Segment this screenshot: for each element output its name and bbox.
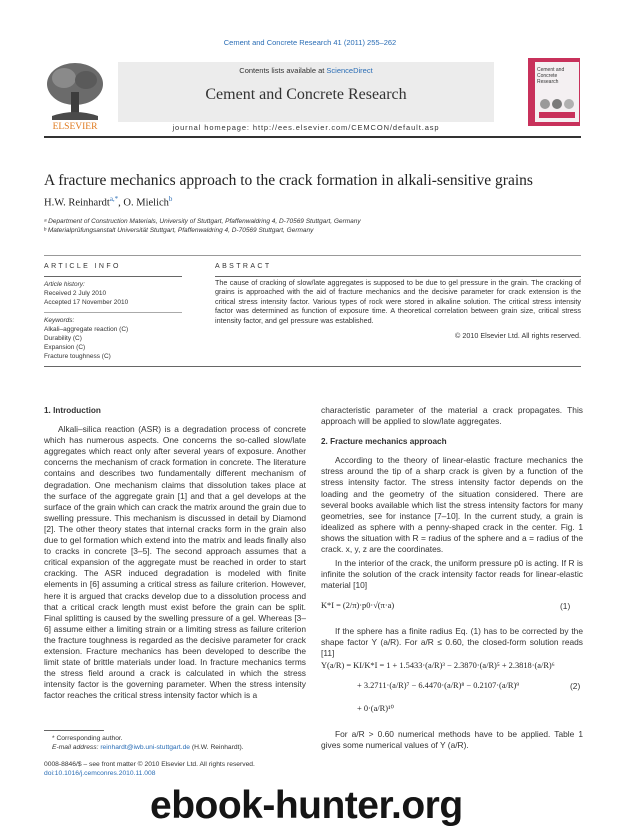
affiliation-b: ᵇ Materialprüfungsanstalt Universität Stuttgart, Pfaffenwaldring 4, D-70569 Stuttgart, Germany: [44, 227, 314, 234]
abstract-bottom-rule: [44, 366, 581, 367]
abstract-text: The cause of cracking of slow/late aggregates is supposed to be due to gel pressure in the grain. The cracking of grains is approached with the aid of fracture mechanics and the decisive parameter for crack extension is the critical stress intensity factor. Various types of rock were stored in alkaline solution. The critical stress intensity factor was determined as function of exposure time. A theoretical correlation between grain size, critical stress intensity factor, and gel pressure was established.: [215, 278, 581, 325]
abstract-heading: ABSTRACT: [215, 263, 272, 270]
keywords: [44, 316, 194, 361]
doi-link[interactable]: doi:10.1016/j.cemconres.2010.11.008: [44, 770, 156, 777]
equation-1: K*I = (2/π)·p0·√(π·a): [321, 601, 395, 610]
affiliation-a: ᵃ Department of Construction Materials, University of Stuttgart, Pfaffenwaldring 4, D-70569 Stuttgart, Germany: [44, 218, 361, 225]
equation-2-line-1: Y(a/R) = KI/K*I = 1 + 1.5433·(a/R)³ − 2.3870·(a/R)⁵ + 2.3818·(a/R)⁶: [321, 661, 555, 670]
author-1-affiliation[interactable]: a,*: [109, 195, 119, 203]
section-2-paragraph-4: For a/R > 0.60 numerical methods have to be applied. Table 1 gives some numerical values of Y (a/R).: [321, 729, 583, 751]
journal-cover: [528, 58, 580, 126]
keywords-label: Keywords:: [44, 317, 75, 324]
keyword: Alkali–aggregate reaction (C): [44, 326, 129, 333]
equation-2-line-3: + 0·(a/R)¹⁰: [357, 704, 394, 713]
abstract-rule: [215, 276, 581, 277]
received-date: Received 2 July 2010: [44, 290, 107, 297]
copyright: © 2010 Elsevier Ltd. All rights reserved.: [455, 331, 581, 340]
equation-1-number: (1): [560, 601, 571, 611]
author-2-affiliation[interactable]: b: [168, 195, 173, 203]
email-line: [52, 743, 306, 752]
corresponding-author-note: * Corresponding author.: [52, 735, 123, 742]
cover-inner: [535, 62, 579, 122]
keyword: Fracture toughness (C): [44, 353, 111, 360]
article-history: [44, 280, 194, 307]
issn-block: [44, 760, 324, 778]
history-label: Article history:: [44, 281, 85, 288]
right-column: [321, 405, 583, 591]
section-2-paragraph-4-block: [321, 729, 583, 751]
section-2-paragraph-3-block: [321, 626, 583, 659]
header-rule: [44, 136, 581, 138]
journal-title: Cement and Concrete Research: [205, 86, 407, 103]
author-1: H.W. Reinhardt: [44, 197, 110, 209]
keywords-rule: [44, 312, 182, 313]
sciencedirect-link[interactable]: ScienceDirect: [326, 66, 373, 75]
keyword: Durability (C): [44, 335, 82, 342]
section-2-heading: 2. Fracture mechanics approach: [321, 437, 447, 447]
equation-2-number: (2): [570, 681, 581, 691]
article-title: A fracture mechanics approach to the crack formation in alkali-sensitive grains: [44, 172, 533, 189]
equation-2-line-2: + 3.2711·(a/R)⁷ − 6.4470·(a/R)⁸ − 0.2107·(a/R)⁹: [357, 681, 520, 690]
homepage-url[interactable]: http://ees.elsevier.com/CEMCON/default.asp: [252, 123, 440, 132]
contents-prefix: Contents lists available at: [239, 66, 327, 75]
author-list: [44, 195, 172, 209]
affiliation-rule: [44, 255, 581, 256]
contents-line: [118, 66, 494, 75]
footnote: [52, 734, 306, 752]
article-info-heading: ARTICLE INFO: [44, 263, 121, 270]
section-2-paragraph-3: If the sphere has a finite radius Eq. (1) has to be corrected by the shape factor Y (a/R). For a/R ≤ 0.60, the closed-form solution reads [11]: [321, 626, 583, 659]
watermark: ebook-hunter.org: [150, 784, 463, 827]
section-2-paragraph-1: According to the theory of linear-elastic fracture mechanics the stress around the tip of a sharp crack is given by a function of the stress intensity factor. The stress intensity factor depends on the loading and the geometry of the situation considered. There are several books available which list the stress intensity factors for many geometries, see for instance [7–10]. In the current study, a grain is idealized as sphere with a penny-shaped crack in the center. Fig. 1 shows the situation with R = radius of the sphere and a = radius of the crack. x, y, z are the coordinates.: [321, 455, 583, 555]
email-suffix: (H.W. Reinhardt).: [190, 744, 244, 751]
introduction-section: [44, 405, 306, 701]
publisher-name: ELSEVIER: [52, 122, 98, 132]
info-rule: [44, 276, 182, 277]
section-2-paragraph-2: In the interior of the crack, the uniform pressure p0 is acting. If R is infinite the solution of the crack intensity factor reads for linear-elastic material [10]: [321, 558, 583, 591]
accepted-date: Accepted 17 November 2010: [44, 299, 129, 306]
footnote-rule: [44, 730, 104, 731]
cover-title: Cement and Concrete Research: [537, 67, 565, 85]
continued-paragraph: characteristic parameter of the material a crack propagates. This approach will be applied to slow/late aggregates.: [321, 405, 583, 427]
introduction-paragraph: Alkali–silica reaction (ASR) is a degradation process of concrete which has numerous aspects. One concerns the so-called slow/late aggregates which react only after several years of exposure. Another concerns the mechanism of crack formation in concrete. The literature contains and describes two fundamentally different mechanism of degradation. One mechanism claims that dissolution takes place at the surface of the aggregate grain [1] and that a gel develops at the surface of the grain which can crack the matrix around the grain due to swelling pressure. This mechanism is discussed in detail by Diamond [2]. The other theory states that internal cracks form in the grain also due to gel formation which extend into the matrix and leads finally also to cracks in concrete [3–5]. The second approach assumes that a critical expansion of the aggregate must be reached in order to start cracking. The ASR induced degradation is modeled with finite elements in [6] assuming a critical stress as failure criterion. However, here it is argued that cracks develop due to a dissolution process and that a critical crack length must exist before the grain can be split. Final splitting is caused by the swelling pressure of a gel. Whereas [3–6] assume either a limiting strain or a limiting stress as failure criterion the fracture toughness is regarded as the decisive parameter for crack extension. Fracture mechanics has been developed to describe the limit state of brittle materials under load. In fracture mechanics terms the stress field around a crack is calculated in which the stress intensity factor is the governing parameter. When the stress intensity factor reaches the critical stress intensity factor which is a: [44, 424, 306, 701]
author-separator: ,: [118, 197, 124, 209]
elsevier-logo: [42, 58, 108, 132]
issn-line: 0008-8846/$ – see front matter © 2010 Elsevier Ltd. All rights reserved.: [44, 761, 255, 768]
email-label: E-mail address:: [52, 744, 101, 751]
journal-homepage: [118, 123, 494, 132]
journal-reference[interactable]: Cement and Concrete Research 41 (2011) 255–262: [223, 38, 397, 47]
homepage-label: journal homepage:: [172, 123, 253, 132]
author-2: O. Mielich: [123, 197, 169, 209]
keyword: Expansion (C): [44, 344, 86, 351]
email-link[interactable]: reinhardt@iwb.uni-stuttgart.de: [100, 744, 191, 751]
introduction-heading: 1. Introduction: [44, 406, 101, 415]
